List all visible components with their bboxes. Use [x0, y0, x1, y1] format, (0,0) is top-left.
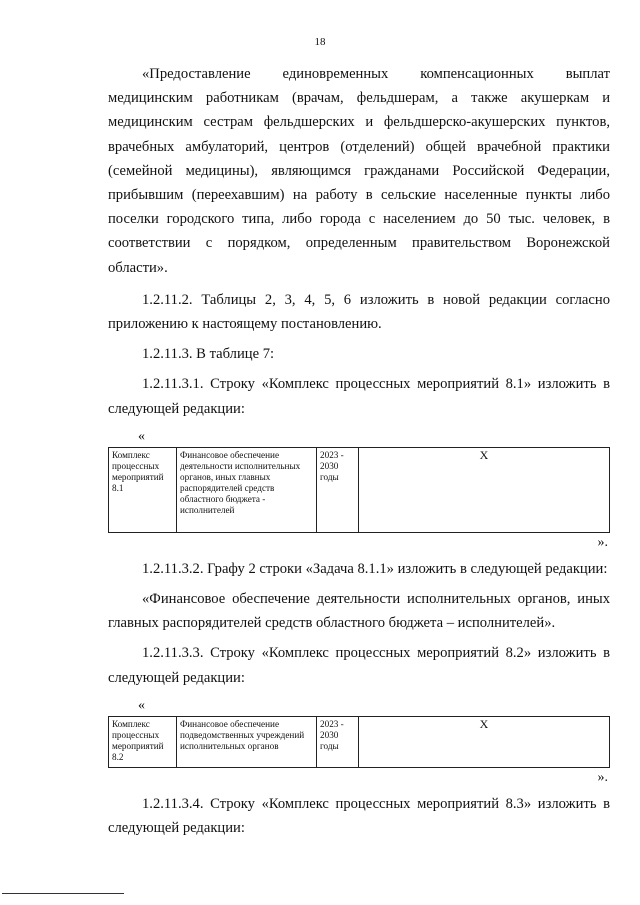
page-number: 18	[314, 36, 326, 48]
cell-x-mark	[359, 447, 610, 532]
paragraph-compensation-payments: «Предоставление единовременных компенсационных выплат медицинским работникам (врачам, фельдшерам, а также акушеркам и медицинским сестрам фельдшерских и фельдшерско-акушерских пунктов, врачебных амбулаторий, центров (отделений) общей врачебной практики (семейной медицины), являющимся гражданами Российской Федерации, прибывшим (переехавшим) на работу в сельские населенные пункты либо поселки городского типа, либо города с населением до 50 тыс. человек, в соответствии с порядком, определенным правительством Воронежской области».	[108, 66, 610, 276]
cell-complex-name: Комплекс процессных мероприятий 8.2	[109, 716, 177, 767]
closing-quote-mark: ».	[597, 534, 608, 550]
paragraph-tables-amendment: 1.2.11.2. Таблицы 2, 3, 4, 5, 6 изложить в новой редакции согласно приложению к настоящему постановлению.	[108, 291, 610, 333]
paragraph-column2-task: 1.2.11.3.2. Графу 2 строки «Задача 8.1.1» изложить в следующей редакции:	[142, 560, 608, 577]
closing-quote-mark: ».	[597, 769, 608, 785]
cell-description: Финансовое обеспечение деятельности исполнительных органов, иных главных распорядителей средств областного бюджета - исполнителей	[177, 447, 317, 532]
cell-complex-name: Комплекс процессных мероприятий 8.1	[109, 447, 177, 532]
opening-quote-mark: «	[138, 428, 145, 444]
cell-x-mark	[359, 716, 610, 767]
footer-rule	[2, 893, 124, 894]
paragraph-row-8-2: 1.2.11.3.3. Строку «Комплекс процессных мероприятий 8.2» изложить в следующей редакции:	[108, 645, 610, 686]
table-row-complex-8-2	[108, 716, 610, 768]
table-row-complex-8-1	[108, 447, 610, 533]
opening-quote-mark: «	[138, 697, 145, 713]
paragraph-table7-intro: 1.2.11.3. В таблице 7:	[142, 346, 275, 363]
paragraph-financing-quote: «Финансовое обеспечение деятельности исполнительных органов, иных главных распорядителей средств областного бюджета – исполнителей».	[108, 591, 610, 632]
table-row	[109, 447, 610, 532]
x-mark: Х	[479, 447, 489, 462]
cell-period: 2023 - 2030 годы	[317, 447, 359, 532]
cell-period: 2023 - 2030 годы	[317, 716, 359, 767]
table-row	[109, 716, 610, 767]
x-mark: Х	[479, 716, 489, 731]
paragraph-row-8-1: 1.2.11.3.1. Строку «Комплекс процессных мероприятий 8.1» изложить в следующей редакции:	[108, 376, 610, 417]
document-body	[108, 62, 610, 840]
paragraph-row-8-3: 1.2.11.3.4. Строку «Комплекс процессных мероприятий 8.3» изложить в следующей редакции:	[108, 795, 610, 837]
cell-description: Финансовое обеспечение подведомственных учреждений исполнительных органов	[177, 716, 317, 767]
